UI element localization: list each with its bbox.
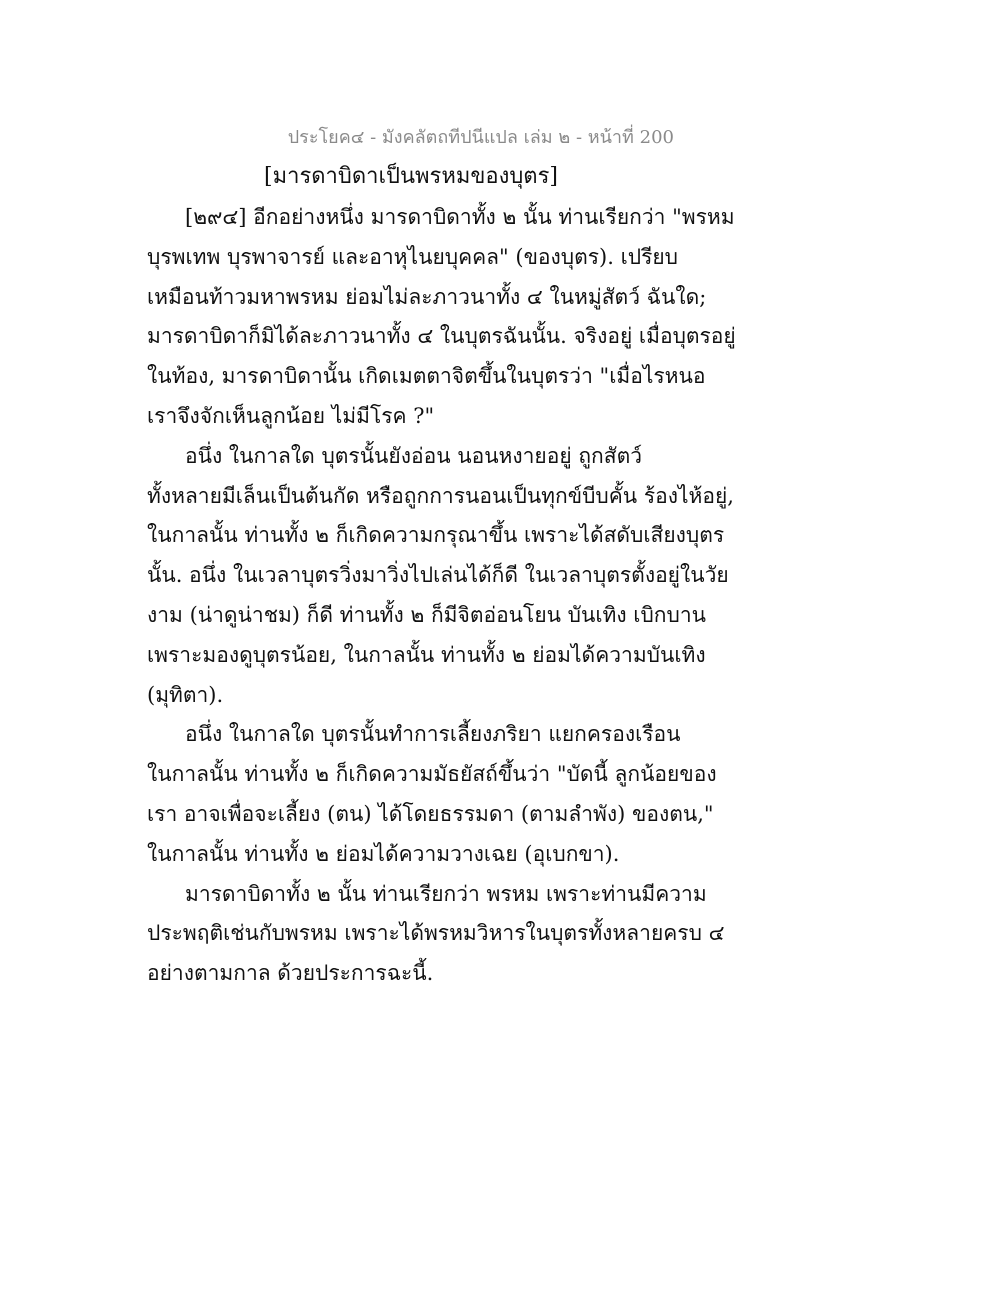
text-line: นั้น. อนึ่ง ในเวลาบุตรวิ่งมาวิ่งไปเล่นได้ก็ดี ในเวลาบุตรตั้งอยู่ในวัย [147,563,729,588]
paragraph-1 [147,198,736,437]
text-line: ในกาลนั้น ท่านทั้ง ๒ ก็เกิดความกรุณาขึ้น เพราะได้สดับเสียงบุตร [147,523,725,548]
section-heading: [มารดาบิดาเป็นพรหมของบุตร] [264,164,558,189]
text-line: อนึ่ง ในกาลใด บุตรนั้นทำการเลี้ยงภริยา แยกครองเรือน [185,722,681,747]
text-line: เพราะมองดูบุตรน้อย, ในกาลนั้น ท่านทั้ง ๒ ย่อมได้ความบันเทิง [147,642,706,667]
paragraph-3 [147,715,717,874]
text-line: ในกาลนั้น ท่านทั้ง ๒ ก็เกิดความมัธยัสถ์ขึ้นว่า "บัดนี้ ลูกน้อยของ [147,762,717,787]
text-line: บุรพเทพ บุรพาจารย์ และอาหุไนยบุคคล" (ของบุตร). เปรียบ [147,244,678,269]
text-line: เราจึงจักเห็นลูกน้อย ไม่มีโรค ?" [147,403,435,428]
text-line: ในกาลนั้น ท่านทั้ง ๒ ย่อมได้ความวางเฉย (อุเบกขา). [147,841,620,866]
text-line: เรา อาจเพื่อจะเลี้ยง (ตน) ได้โดยธรรมดา (ตามลำพัง) ของตน," [147,801,714,826]
text-line: อย่างตามกาล ด้วยประการฉะนี้. [147,961,434,986]
body-text [147,198,736,994]
text-line: มารดาบิดาทั้ง ๒ นั้น ท่านเรียกว่า พรหม เพราะท่านมีความ [185,881,707,906]
paragraph-2 [147,437,734,716]
text-line: อนึ่ง ในกาลใด บุตรนั้นยังอ่อน นอนหงายอยู่ ถูกสัตว์ [185,443,643,468]
text-line: ประพฤติเช่นกับพรหม เพราะได้พรหมวิหารในบุตรทั้งหลายครบ ๔ [147,921,725,946]
text-line: ทั้งหลายมีเล็นเป็นต้นกัด หรือถูกการนอนเป็นทุกข์บีบคั้น ร้องไห้อยู่, [147,483,734,508]
text-line: เหมือนท้าวมหาพรหม ย่อมไม่ละภาวนาทั้ง ๔ ในหมู่สัตว์ ฉันใด; [147,284,707,309]
text-line: มารดาบิดาก็มิได้ละภาวนาทั้ง ๔ ในบุตรฉันนั้น. จริงอยู่ เมื่อบุตรอยู่ [147,324,736,349]
paragraph-4 [147,875,725,994]
text-line: (มุทิตา). [147,682,224,707]
text-line: [๒๙๔] อีกอย่างหนึ่ง มารดาบิดาทั้ง ๒ นั้น ท่านเรียกว่า "พรหม [185,205,735,229]
running-header: ประโยค๔ - มังคลัตถทีปนีแปล เล่ม ๒ - หน้าที่ 200 [287,127,674,148]
text-line: งาม (น่าดูน่าชม) ก็ดี ท่านทั้ง ๒ ก็มีจิตอ่อนโยน บันเทิง เบิกบาน [147,602,706,627]
text-line: ในท้อง, มารดาบิดานั้น เกิดเมตตาจิตขึ้นในบุตรว่า "เมื่อไรหนอ [147,364,706,389]
